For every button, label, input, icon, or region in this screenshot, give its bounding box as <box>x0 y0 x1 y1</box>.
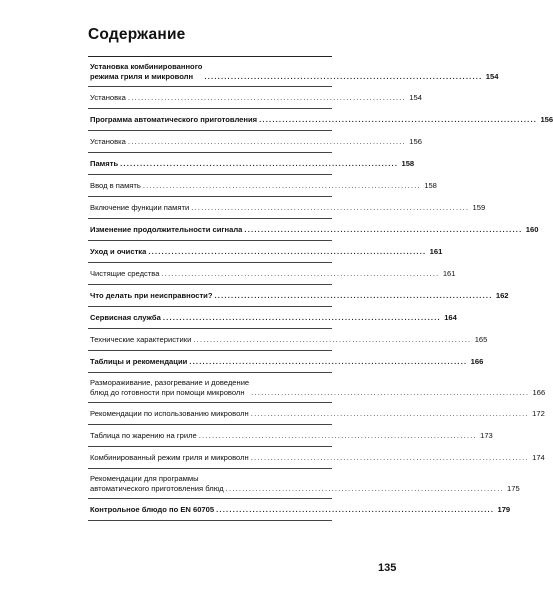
toc-entry <box>88 329 488 351</box>
toc-entry-title: Технические характеристики <box>90 335 192 344</box>
toc-dot-leader: .................................................................................... <box>148 247 427 256</box>
toc-entry <box>88 131 422 153</box>
page-number: 135 <box>378 562 397 574</box>
toc-dot-leader: .................................................................................... <box>162 313 441 322</box>
toc-entry <box>88 109 553 131</box>
toc-dot-leader: .................................................................................... <box>250 453 529 462</box>
toc-dot-leader: .................................................................................... <box>127 137 406 146</box>
toc-entry <box>88 373 546 403</box>
toc-entry-page: 166 <box>470 357 484 366</box>
toc-entry-page: 159 <box>472 203 486 212</box>
toc-dot-leader: .................................................................................... <box>250 409 529 418</box>
toc-entry <box>88 351 484 373</box>
toc-dot-leader: .................................................................................... <box>251 388 530 397</box>
toc-dot-leader: .................................................................................... <box>127 93 406 102</box>
toc-entry <box>88 403 545 425</box>
toc-dot-leader: .................................................................................... <box>225 484 504 493</box>
toc-entry-page: 164 <box>444 313 457 322</box>
toc-entry-page: 154 <box>409 93 422 102</box>
toc-entry <box>88 87 422 109</box>
toc-entry <box>88 197 486 219</box>
toc-entry-title: Установка комбинированного режима гриля и микроволн <box>90 62 203 81</box>
toc-entry-title: Включение функции памяти <box>90 203 190 212</box>
toc-dot-leader: .................................................................................... <box>216 505 495 514</box>
toc-entry-page: 162 <box>495 291 509 300</box>
toc-entry-page: 166 <box>532 388 546 397</box>
toc-dot-leader: .................................................................................... <box>244 225 523 234</box>
toc-dot-leader: .................................................................................... <box>189 357 468 366</box>
toc-entry <box>88 57 499 87</box>
toc-entry-page: 161 <box>429 247 443 256</box>
toc-entry-page: 156 <box>409 137 422 146</box>
toc-entry <box>88 425 493 447</box>
toc-entry-page: 165 <box>474 335 488 344</box>
toc-dot-leader: .................................................................................... <box>120 159 399 168</box>
toc-entry <box>88 153 415 175</box>
toc-entry-title: Чистящие средства <box>90 269 160 278</box>
toc-entry <box>88 469 520 499</box>
toc-dot-leader: .................................................................................... <box>193 335 472 344</box>
toc-entry-title: Таблица по жарению на гриле <box>90 431 197 440</box>
toc-entry-page: 154 <box>485 72 499 81</box>
toc-entry <box>88 219 539 241</box>
toc-entry-title: Программа автоматического приготовления <box>90 115 258 124</box>
toc-entry-title: Ввод в память <box>90 181 141 190</box>
toc-entry-title: Рекомендации по использованию микроволн <box>90 409 249 418</box>
toc-entry-page: 158 <box>424 181 437 190</box>
toc-entry-title: Установка <box>90 93 126 102</box>
toc-entry <box>88 241 443 263</box>
page-title: Содержание <box>88 26 186 43</box>
table-of-contents <box>88 56 553 521</box>
toc-entry <box>88 285 509 307</box>
toc-entry-page: 156 <box>540 115 553 124</box>
toc-dot-leader: .................................................................................... <box>214 291 493 300</box>
toc-entry <box>88 447 545 469</box>
toc-entry-title: Уход и очистка <box>90 247 147 256</box>
toc-entry-title: Таблицы и рекомендации <box>90 357 188 366</box>
toc-dot-leader: .................................................................................... <box>259 115 538 124</box>
toc-entry-page: 179 <box>497 505 511 514</box>
toc-entry-page: 175 <box>507 484 520 493</box>
toc-dot-leader: .................................................................................... <box>161 269 440 278</box>
toc-dot-leader: .................................................................................... <box>204 72 483 81</box>
toc-entry-page: 174 <box>532 453 545 462</box>
toc-entry-page: 173 <box>480 431 493 440</box>
toc-entry-title: Сервисная служба <box>90 313 161 322</box>
toc-entry-page: 161 <box>442 269 456 278</box>
toc-dot-leader: .................................................................................... <box>142 181 421 190</box>
toc-dot-leader: .................................................................................... <box>198 431 477 440</box>
toc-entry-title: Рекомендации для программы автоматического приготовления блюд <box>90 474 224 493</box>
toc-entry-title: Установка <box>90 137 126 146</box>
toc-entry-page: 172 <box>532 409 545 418</box>
toc-entry <box>88 307 457 329</box>
toc-entry-title: Контрольное блюдо по EN 60705 <box>90 505 215 514</box>
toc-dot-leader: .................................................................................... <box>191 203 470 212</box>
toc-entry <box>88 263 456 285</box>
toc-entry-title: Что делать при неисправности? <box>90 291 213 300</box>
toc-entry-title: Память <box>90 159 119 168</box>
toc-entry <box>88 175 437 197</box>
toc-entry-page: 158 <box>401 159 415 168</box>
toc-entry <box>88 499 511 521</box>
toc-entry-title: Размораживание, разогревание и доведение блюд до готовности при помощи микроволн <box>90 378 250 397</box>
toc-entry-title: Изменение продолжительности сигнала <box>90 225 243 234</box>
toc-entry-title: Комбинированный режим гриля и микроволн <box>90 453 249 462</box>
toc-entry-page: 160 <box>525 225 539 234</box>
